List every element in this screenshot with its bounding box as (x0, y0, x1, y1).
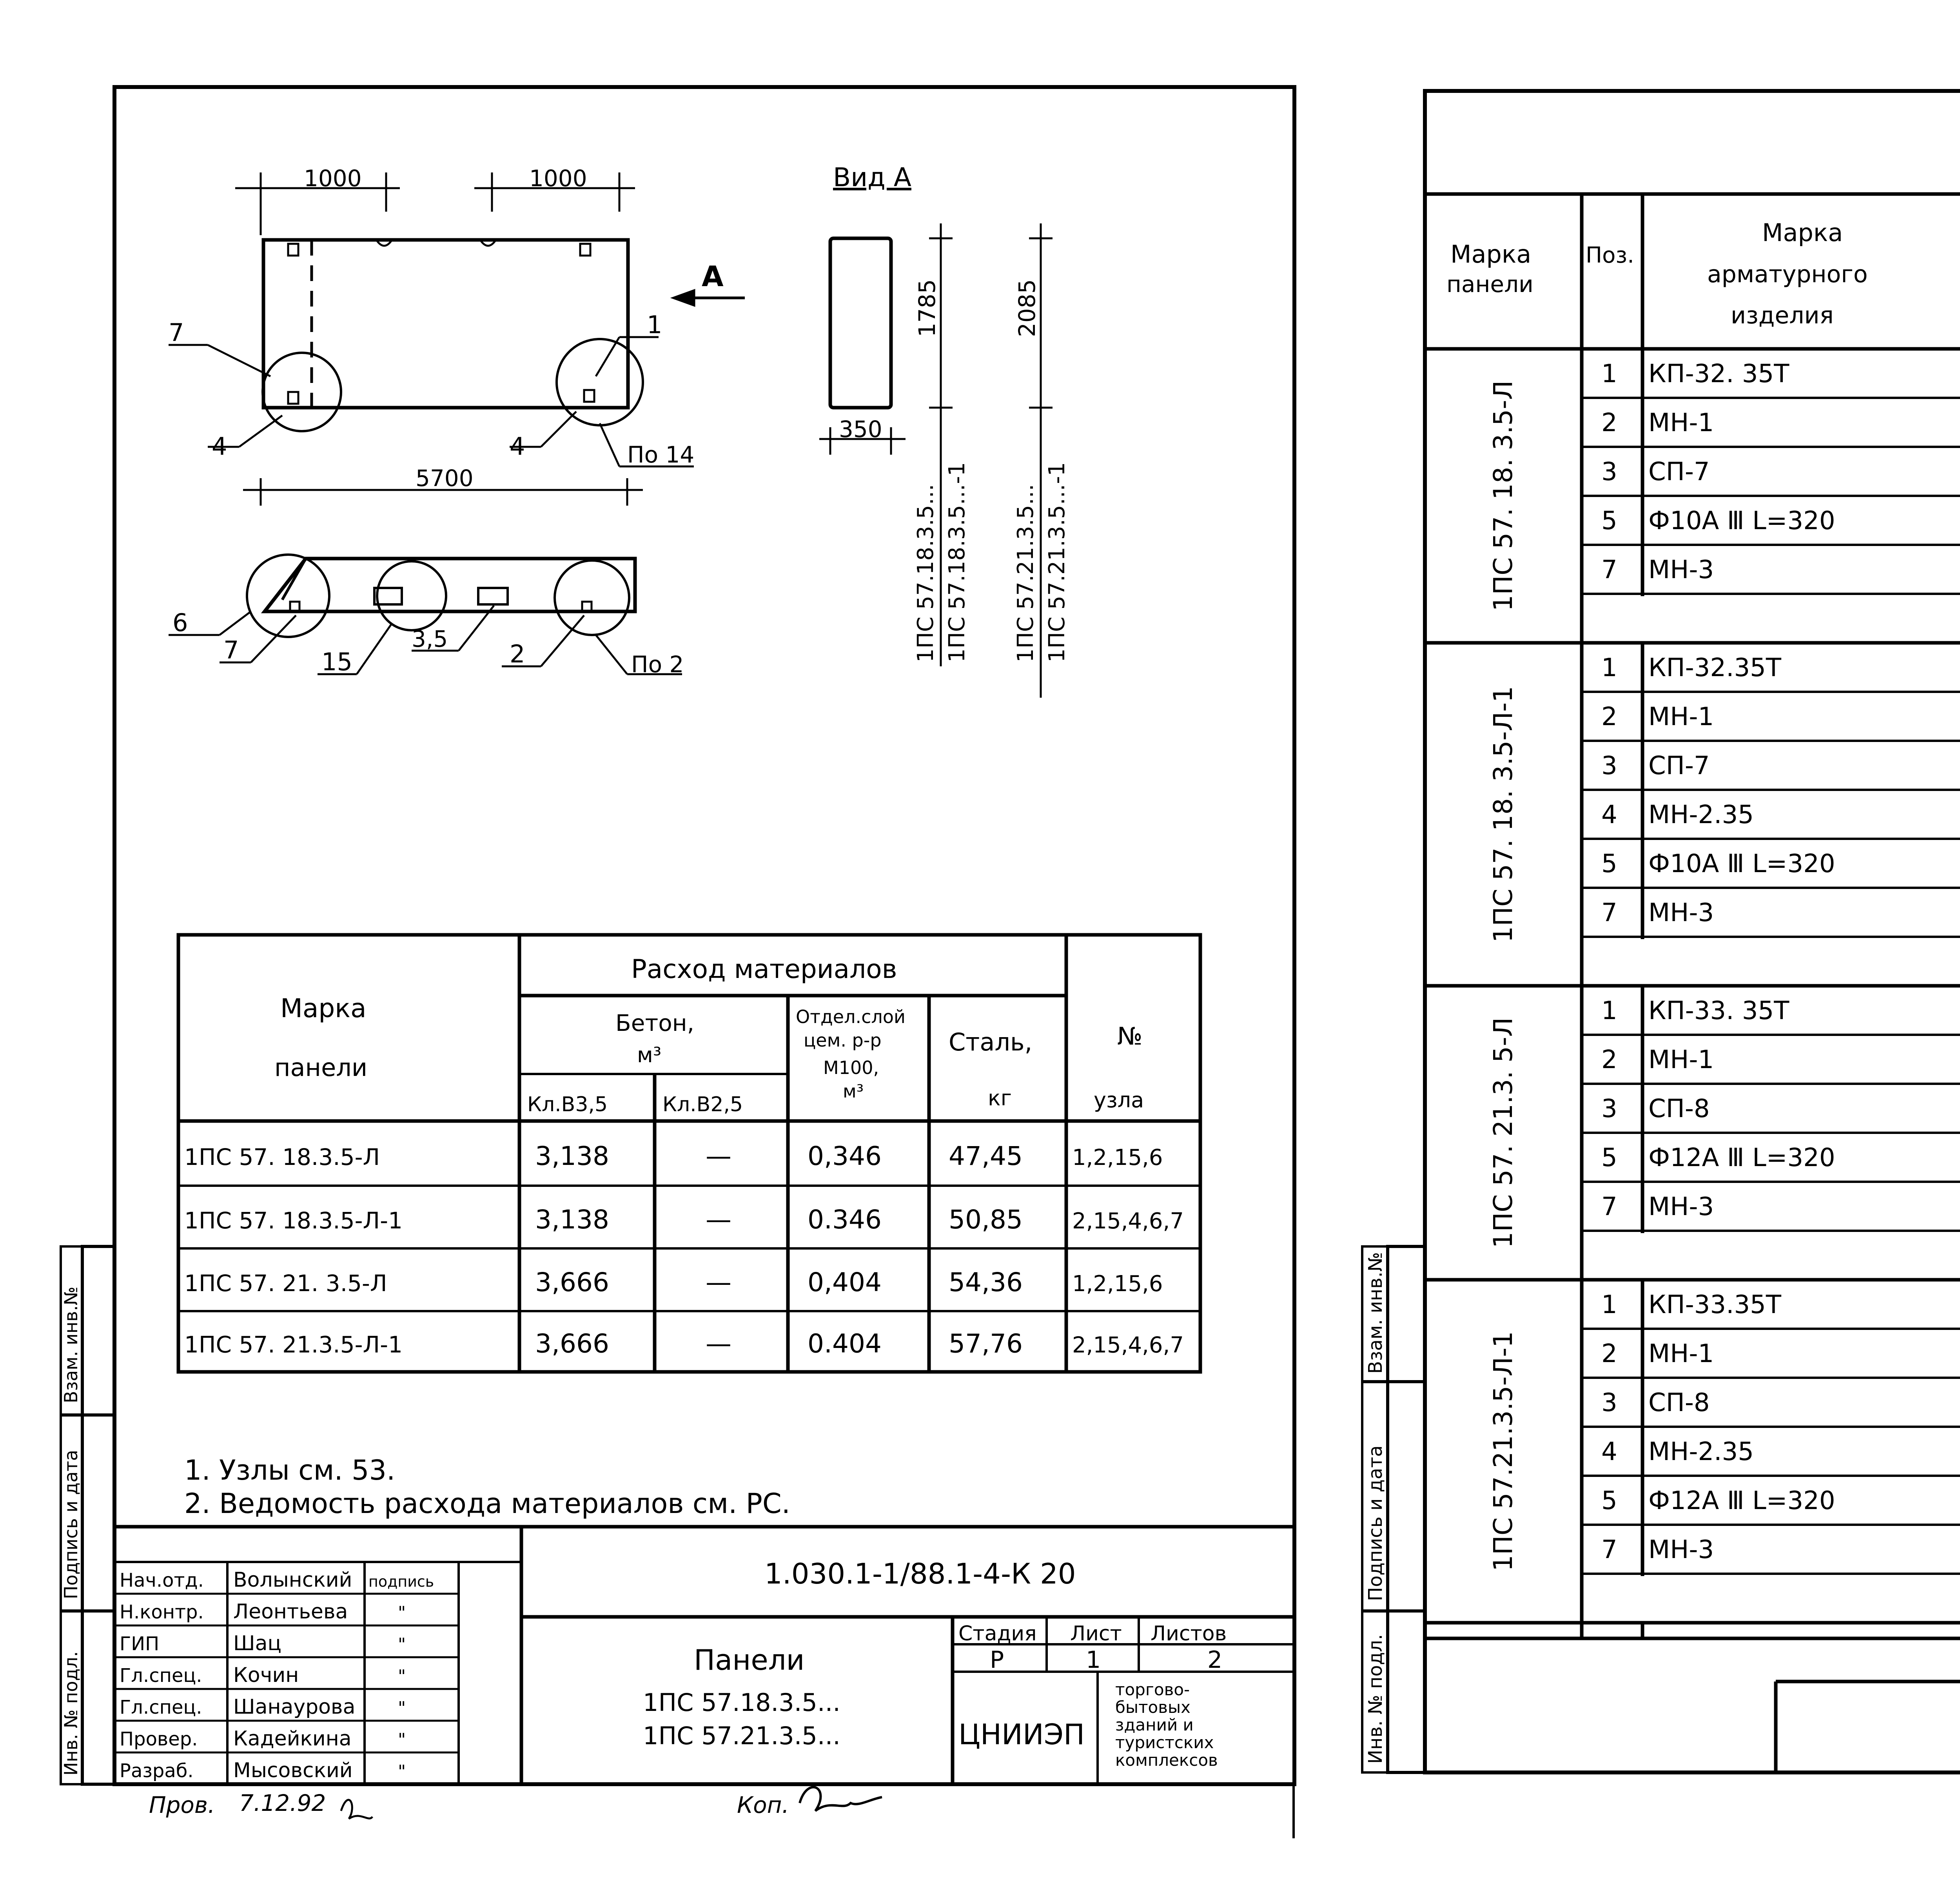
spec-cell-izd: Ф10А Ⅲ L=320 (1648, 506, 1835, 535)
view-arrow-a (674, 291, 745, 305)
spec-h-ai2: арматурного (1707, 261, 1868, 288)
mt-h-otd1: Отдел.слой (796, 1006, 906, 1027)
mt-h-rashod: Расход материалов (631, 954, 897, 984)
note-1: 1. Узлы см. 53. (184, 1454, 396, 1486)
signer-name: Шац (233, 1632, 281, 1655)
spec-h-marka1: Марка (1450, 240, 1532, 268)
title-block-code: 1.030.1-1/88.1-4-К 20 (764, 1557, 1076, 1590)
left-stamp-vzam: Взам. инв.№ (60, 1286, 82, 1403)
spec-cell-poz: 2 (1601, 702, 1617, 731)
right-stamp-vzam: Взам. инв.№ (1365, 1252, 1387, 1374)
right-sheet (1362, 91, 1960, 1819)
spec-cell-poz: 7 (1601, 1535, 1617, 1564)
title-block-org-sub-4: комплексов (1115, 1751, 1218, 1770)
mark-b2: 1ПС 57.21.3.5...-1 (1044, 462, 1070, 662)
right-code-block (1425, 1638, 1960, 1772)
title-block-org-sub-1: бытовых (1115, 1698, 1191, 1717)
spec-cell-poz: 2 (1601, 1339, 1617, 1368)
mt-cell-b1: 3,666 (535, 1328, 609, 1359)
spec-itogo-row (1584, 939, 1960, 984)
spec-panel-mark: 1ПС 57.21.3.5-Л-1 (1488, 1331, 1518, 1571)
title-block-org-sub-3: туристских (1115, 1733, 1214, 1752)
signer-signature: подпись (368, 1573, 434, 1590)
prov-signature (341, 1800, 372, 1819)
signer-role: Нач.отд. (120, 1569, 204, 1591)
spec-cell-izd: СП-8 (1648, 1388, 1710, 1417)
spec-cell-poz: 5 (1601, 1486, 1617, 1515)
label-po2: По 2 (631, 651, 684, 678)
mt-cell-stal: 50,85 (949, 1204, 1023, 1235)
title-block-h-list: Лист (1070, 1622, 1122, 1645)
callout-lines-plan (169, 337, 694, 466)
dim-350: 350 (839, 416, 882, 443)
label-1: 1 (647, 310, 662, 339)
left-stamp-inv: Инв. № подл. (60, 1651, 82, 1776)
spec-cell-poz: 2 (1601, 408, 1617, 437)
mt-cell-stal: 54,36 (949, 1267, 1023, 1297)
title-block-title2: 1ПС 57.18.3.5... (643, 1688, 840, 1717)
spec-h-marka2: панели (1446, 271, 1534, 297)
mt-h-otd3: М100, (823, 1057, 879, 1078)
mt-cell-b2: — (706, 1328, 731, 1359)
spec-itogo-row (1584, 1233, 1960, 1278)
spec-cell-izd: МН-2.35 (1648, 800, 1754, 829)
mt-cell-b2: — (706, 1141, 731, 1172)
label-2: 2 (510, 640, 525, 668)
label-po14: По 14 (627, 441, 695, 468)
signer-signature: " (398, 1666, 406, 1686)
signer-role: Разраб. (120, 1760, 194, 1782)
spec-panel-mark: 1ПС 57. 18. 3.5-Л-1 (1488, 686, 1518, 943)
spec-cell-izd: Ф12А Ⅲ L=320 (1648, 1143, 1835, 1172)
spec-cell-poz: 2 (1601, 1045, 1617, 1074)
title-block-h-listov: Листов (1151, 1622, 1227, 1645)
spec-cell-poz: 7 (1601, 555, 1617, 584)
mt-cell-marka: 1ПС 57. 18.3.5-Л-1 (184, 1207, 403, 1234)
spec-cell-izd: СП-7 (1648, 751, 1710, 780)
signer-signature: " (398, 1698, 406, 1718)
kop-signature (800, 1787, 882, 1811)
dim-1000-b: 1000 (529, 165, 587, 192)
signer-signature: " (398, 1634, 406, 1654)
title-block-org-sub-2: зданий и (1115, 1715, 1194, 1734)
title-block-title3: 1ПС 57.21.3.5... (643, 1721, 840, 1750)
spec-itogo-row (1584, 1576, 1960, 1621)
signer-name: Кадейкина (233, 1727, 352, 1751)
spec-cell-poz: 3 (1601, 457, 1617, 486)
title-block-listov: 2 (1207, 1646, 1223, 1674)
dim-1000-a: 1000 (304, 165, 362, 192)
mt-h-stal: Сталь, (949, 1028, 1033, 1056)
spec-cell-poz: 3 (1601, 751, 1617, 780)
view-a-title: Вид А (833, 162, 911, 192)
label-35: 3,5 (412, 626, 448, 652)
spec-cell-izd: МН-3 (1648, 1535, 1714, 1564)
mt-h-otd4: м³ (843, 1081, 864, 1102)
title-block-org-sub-0: торгово- (1115, 1680, 1190, 1699)
view-a-section (830, 238, 891, 408)
mark-b1: 1ПС 57.21.3.5... (1013, 484, 1038, 662)
mt-cell-b2: — (706, 1204, 731, 1235)
dimension-lines-top (235, 172, 643, 506)
mark-a2: 1ПС 57.18.3.5...-1 (944, 462, 970, 662)
spec-cell-izd: МН-1 (1648, 1339, 1714, 1368)
panel-plan-view (263, 240, 643, 431)
spec-cell-izd: МН-2.35 (1648, 1437, 1754, 1466)
mt-h-marka: Марка (280, 993, 367, 1023)
dim-2085: 2085 (1014, 279, 1040, 337)
spec-panel-mark: 1ПС 57. 21.3. 5-Л (1488, 1017, 1518, 1248)
mt-cell-uzel: 1,2,15,6 (1072, 1271, 1163, 1297)
spec-h-ai3: изделия (1731, 302, 1834, 329)
signer-name: Волынский (233, 1568, 352, 1592)
arrow-a-label: A (702, 260, 724, 293)
dim-1785: 1785 (914, 279, 940, 337)
spec-cell-izd: МН-3 (1648, 1192, 1714, 1221)
spec-cell-izd: СП-8 (1648, 1094, 1710, 1123)
spec-cell-poz: 5 (1601, 506, 1617, 535)
spec-cell-poz: 5 (1601, 1143, 1617, 1172)
spec-cell-izd: МН-1 (1648, 408, 1714, 437)
label-6: 6 (172, 608, 188, 637)
spec-cell-izd: МН-1 (1648, 702, 1714, 731)
title-block-title1: Панели (694, 1643, 805, 1676)
signer-name: Леонтьева (233, 1600, 348, 1624)
spec-cell-poz: 1 (1601, 996, 1617, 1025)
spec-cell-poz: 4 (1601, 800, 1617, 829)
spec-cell-izd: Ф12А Ⅲ L=320 (1648, 1486, 1835, 1515)
signer-role: Н.контр. (120, 1601, 204, 1623)
label-7-top: 7 (169, 318, 184, 347)
dim-5700: 5700 (416, 465, 474, 492)
title-block-org: ЦНИИЭП (958, 1718, 1085, 1751)
signer-signature: " (398, 1730, 406, 1750)
mt-cell-stal: 57,76 (949, 1328, 1023, 1359)
prov-date: 7.12.92 (239, 1790, 326, 1816)
mt-cell-otd: 0,404 (808, 1267, 882, 1297)
spec-cell-poz: 1 (1601, 1290, 1617, 1319)
spec-cell-izd: СП-7 (1648, 457, 1710, 486)
prov-label: Пров. (149, 1792, 215, 1818)
label-4-left: 4 (212, 432, 227, 461)
label-7-bottom: 7 (223, 636, 239, 664)
spec-cell-poz: 7 (1601, 898, 1617, 927)
left-sheet (60, 87, 1294, 1838)
signer-role: Провер. (120, 1728, 198, 1750)
mt-cell-uzel: 1,2,15,6 (1072, 1145, 1163, 1171)
signer-role: Гл.спец. (120, 1665, 202, 1687)
right-stamp-inv: Инв. № подл. (1365, 1634, 1387, 1764)
signer-signature: " (398, 1603, 406, 1623)
mt-h-uzla: узла (1094, 1088, 1144, 1112)
mt-cell-otd: 0.346 (808, 1204, 882, 1235)
spec-cell-poz: 1 (1601, 359, 1617, 388)
spec-panel-mark: 1ПС 57. 18. 3.5-Л (1488, 380, 1518, 611)
mt-h-n: № (1117, 1022, 1143, 1050)
mt-h-kl2: Кл.В2,5 (662, 1093, 743, 1116)
signer-name: Кочин (233, 1663, 299, 1687)
signer-role: ГИП (120, 1633, 160, 1655)
note-2: 2. Ведомость расхода материалов см. РС. (184, 1487, 790, 1520)
spec-cell-izd: МН-1 (1648, 1045, 1714, 1074)
spec-cell-izd: КП-33.35Т (1648, 1290, 1781, 1319)
mt-cell-marka: 1ПС 57. 18.3.5-Л (184, 1144, 380, 1171)
spec-itogo-row (1584, 596, 1960, 641)
signer-signature: " (398, 1761, 406, 1781)
mt-cell-stal: 47,45 (949, 1141, 1023, 1172)
spec-cell-poz: 7 (1601, 1192, 1617, 1221)
mt-cell-marka: 1ПС 57. 21.3.5-Л-1 (184, 1331, 403, 1358)
title-block-list: 1 (1086, 1646, 1101, 1674)
mt-h-kg: кг (988, 1086, 1012, 1110)
spec-h-poz: Поз. (1586, 243, 1634, 268)
spec-cell-izd: КП-33. 35Т (1648, 996, 1789, 1025)
title-block-stadia: Р (990, 1646, 1004, 1674)
mt-cell-b2: — (706, 1267, 731, 1297)
mt-h-beton: Бетон, (615, 1010, 695, 1036)
spec-cell-izd: Ф10А Ⅲ L=320 (1648, 849, 1835, 878)
mt-h-otd2: цем. р-р (804, 1030, 882, 1051)
spec-cell-poz: 3 (1601, 1094, 1617, 1123)
spec-h-ai1: Марка (1762, 218, 1843, 247)
spec-cell-poz: 5 (1601, 849, 1617, 878)
spec-table-body (1425, 359, 1960, 1623)
mt-h-paneli: панели (274, 1053, 368, 1082)
mark-a1: 1ПС 57.18.3.5... (913, 484, 938, 662)
mt-cell-uzel: 2,15,4,6,7 (1072, 1208, 1184, 1234)
spec-cell-izd: МН-3 (1648, 898, 1714, 927)
spec-cell-izd: КП-32. 35Т (1648, 359, 1789, 388)
title-block-h-stadia: Стадия (958, 1622, 1037, 1645)
right-stamp-podpis: Подпись и дата (1365, 1445, 1387, 1601)
materials-table-rows (184, 1141, 1184, 1359)
spec-cell-poz: 1 (1601, 653, 1617, 682)
spec-cell-izd: КП-32.35Т (1648, 653, 1781, 682)
mt-cell-b1: 3,138 (535, 1204, 609, 1235)
spec-cell-poz: 3 (1601, 1388, 1617, 1417)
kop-label: Коп. (737, 1792, 789, 1818)
mt-cell-uzel: 2,15,4,6,7 (1072, 1332, 1184, 1358)
title-block-signers (114, 1568, 459, 1784)
mt-h-kl1: Кл.В3,5 (527, 1093, 608, 1116)
mt-cell-otd: 0.404 (808, 1328, 882, 1359)
left-stamp-podpis: Подпись и дата (60, 1449, 82, 1599)
signer-role: Гл.спец. (120, 1696, 202, 1718)
mt-cell-b1: 3,666 (535, 1267, 609, 1297)
mt-cell-otd: 0,346 (808, 1141, 882, 1172)
mt-cell-marka: 1ПС 57. 21. 3.5-Л (184, 1270, 387, 1297)
spec-cell-poz: 4 (1601, 1437, 1617, 1466)
mt-h-m3: м³ (637, 1043, 662, 1067)
spec-cell-izd: МН-3 (1648, 555, 1714, 584)
signer-name: Шанаурова (233, 1695, 356, 1719)
signer-name: Мысовский (233, 1759, 353, 1782)
label-4-right: 4 (510, 432, 525, 461)
label-15: 15 (321, 648, 352, 676)
mt-cell-b1: 3,138 (535, 1141, 609, 1172)
